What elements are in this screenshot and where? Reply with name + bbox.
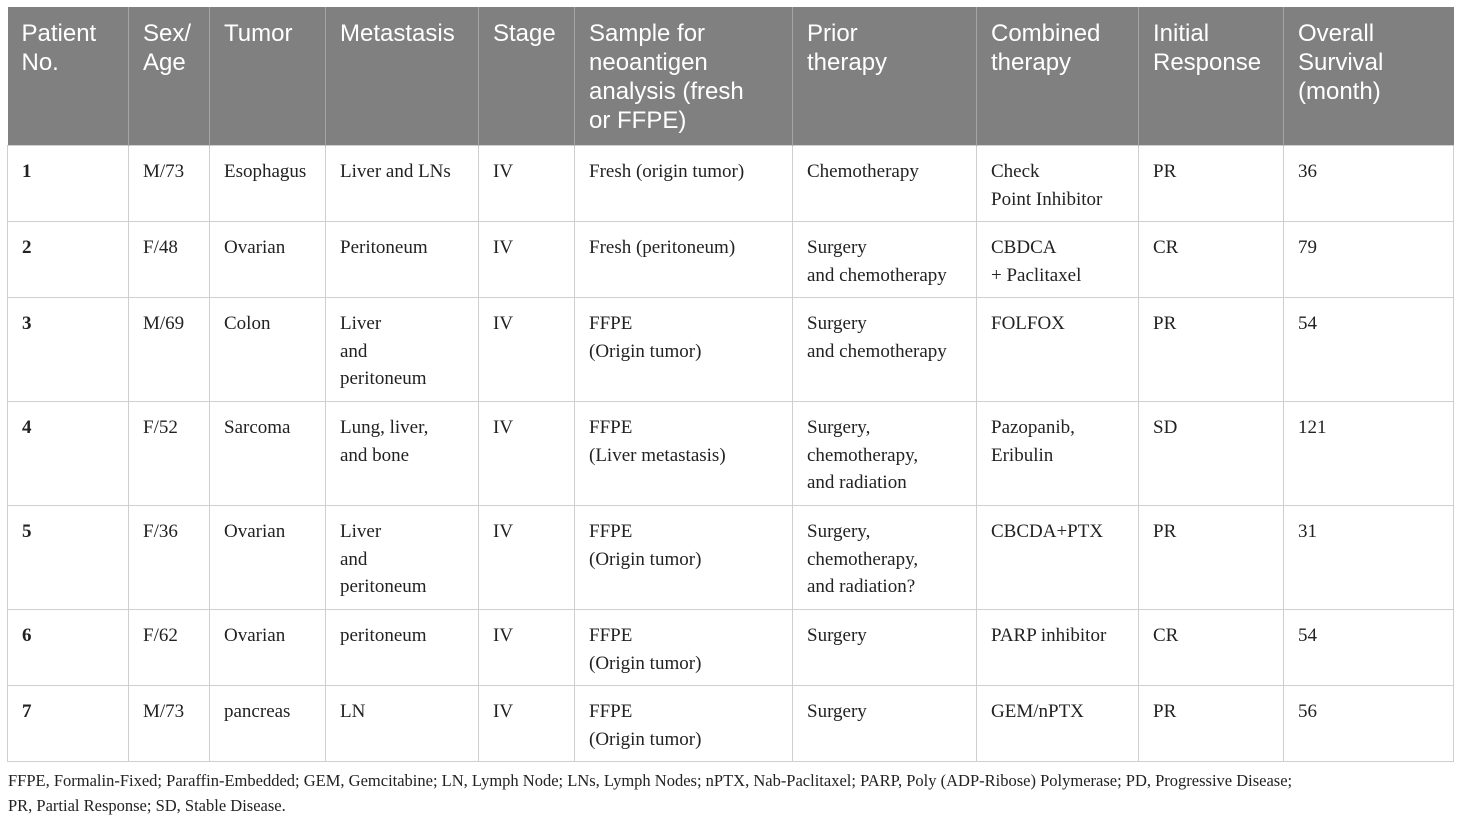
cell-initial-response [1139, 402, 1284, 506]
cell-metastasis-line: and [340, 548, 368, 570]
cell-combined-therapy-line: CBDCA [991, 237, 1057, 258]
cell-tumor [210, 222, 326, 298]
table-header [8, 7, 1454, 146]
cell-overall-survival-line: 31 [1298, 521, 1317, 542]
patient-characteristics-table [7, 7, 1454, 762]
cell-combined-therapy-line: Eribulin [991, 444, 1054, 466]
cell-tumor-line: Colon [224, 313, 271, 334]
table-row [8, 146, 1454, 222]
header-metastasis-line: Metastasis [340, 20, 455, 47]
cell-sample-line: FFPE [589, 521, 633, 542]
cell-overall-survival-line: 121 [1298, 417, 1327, 438]
cell-patient-no [8, 686, 129, 762]
cell-sex-age [129, 506, 210, 610]
footnote-line-2: PR, Partial Response; SD, Stable Disease. [8, 796, 286, 815]
cell-metastasis-line: peritoneum [340, 576, 427, 597]
cell-prior-therapy [793, 686, 977, 762]
cell-sex-age-line: F/62 [143, 625, 178, 646]
cell-overall-survival [1284, 146, 1454, 222]
cell-stage [479, 506, 575, 610]
cell-metastasis-line: Liver and LNs [340, 161, 451, 182]
header-initial-response [1139, 7, 1284, 146]
cell-combined-therapy-line: GEM/nPTX [991, 701, 1084, 722]
cell-metastasis-line: Liver [340, 521, 382, 542]
header-prior-therapy-line: therapy [807, 49, 888, 76]
cell-combined-therapy [977, 222, 1139, 298]
header-combined-therapy-line: Combined [991, 20, 1101, 47]
cell-prior-therapy-line: Chemotherapy [807, 161, 919, 182]
header-sample-line: Sample for [589, 20, 706, 47]
header-stage [479, 7, 575, 146]
header-patient-no-line: Patient [21, 20, 97, 47]
cell-prior-therapy-line: Surgery [807, 237, 867, 258]
cell-overall-survival-line: 79 [1298, 237, 1317, 258]
cell-combined-therapy-line: Check [991, 161, 1040, 182]
header-initial-response-line: Initial [1153, 20, 1210, 47]
cell-tumor [210, 506, 326, 610]
cell-overall-survival [1284, 506, 1454, 610]
cell-tumor [210, 146, 326, 222]
cell-metastasis-line: Lung, liver, [340, 417, 429, 438]
cell-sample [575, 686, 793, 762]
cell-stage [479, 222, 575, 298]
cell-overall-survival [1284, 402, 1454, 506]
cell-sex-age-line: M/73 [143, 701, 185, 722]
cell-metastasis [326, 402, 479, 506]
cell-stage-line: IV [493, 161, 514, 182]
header-overall-survival [1284, 7, 1454, 146]
cell-sample-line: Fresh (peritoneum) [589, 237, 736, 258]
cell-sex-age [129, 146, 210, 222]
cell-patient-no [8, 146, 129, 222]
header-patient-no-line: No. [21, 49, 59, 76]
cell-patient-no-line: 3 [22, 313, 32, 334]
header-sample-line: analysis (fresh [589, 78, 744, 105]
table-row [8, 610, 1454, 686]
cell-sex-age-line: F/52 [143, 417, 178, 438]
cell-metastasis-line: peritoneum [340, 368, 427, 389]
patient-table-container [7, 7, 1453, 762]
cell-tumor-line: Esophagus [224, 161, 307, 182]
cell-combined-therapy-line: Point Inhibitor [991, 188, 1103, 210]
cell-metastasis [326, 146, 479, 222]
cell-combined-therapy-line: FOLFOX [991, 313, 1065, 334]
cell-combined-therapy-line: Pazopanib, [991, 417, 1075, 438]
footnote-line-1: FFPE, Formalin-Fixed; Paraffin-Embedded; GEM, Gemcitabine; LN, Lymph Node; LNs, Lymph Nodes; nPTX, Nab-Paclitaxel; PARP, Poly (ADP-Ribose) Polymerase; PD, Progressive Disease; [8, 771, 1293, 790]
table-row [8, 402, 1454, 506]
cell-stage-line: IV [493, 313, 514, 334]
cell-initial-response-line: CR [1153, 625, 1179, 646]
cell-overall-survival [1284, 222, 1454, 298]
cell-combined-therapy [977, 298, 1139, 402]
cell-stage-line: IV [493, 237, 514, 258]
cell-overall-survival-line: 54 [1298, 313, 1317, 334]
cell-prior-therapy [793, 506, 977, 610]
cell-tumor-line: Ovarian [224, 237, 286, 258]
cell-sample-line: (Liver metastasis) [589, 444, 726, 466]
cell-patient-no [8, 222, 129, 298]
table-row [8, 298, 1454, 402]
cell-sex-age [129, 610, 210, 686]
cell-prior-therapy-line: Surgery [807, 625, 867, 646]
cell-sample [575, 610, 793, 686]
cell-metastasis [326, 610, 479, 686]
cell-metastasis-line: and bone [340, 444, 410, 466]
cell-sample [575, 506, 793, 610]
cell-metastasis-line: Peritoneum [340, 237, 428, 258]
cell-sample-line: FFPE [589, 313, 633, 334]
cell-sample-line: Fresh (origin tumor) [589, 161, 745, 182]
cell-sex-age [129, 686, 210, 762]
header-combined-therapy-line: therapy [991, 49, 1072, 76]
cell-patient-no-line: 4 [22, 417, 32, 438]
header-stage-line: Stage [493, 20, 556, 47]
header-overall-survival-line: Survival [1298, 49, 1384, 76]
cell-patient-no-line: 6 [22, 625, 32, 646]
cell-initial-response-line: SD [1153, 417, 1178, 438]
cell-overall-survival [1284, 610, 1454, 686]
cell-sample-line: FFPE [589, 625, 633, 646]
header-sex-age [129, 7, 210, 146]
cell-combined-therapy [977, 402, 1139, 506]
cell-combined-therapy [977, 610, 1139, 686]
cell-prior-therapy [793, 402, 977, 506]
cell-initial-response-line: PR [1153, 161, 1177, 182]
cell-initial-response-line: PR [1153, 313, 1177, 334]
cell-initial-response [1139, 298, 1284, 402]
header-combined-therapy [977, 7, 1139, 146]
cell-sex-age [129, 402, 210, 506]
cell-sex-age-line: F/48 [143, 237, 178, 258]
cell-prior-therapy [793, 298, 977, 402]
cell-patient-no-line: 5 [22, 521, 32, 542]
cell-tumor [210, 686, 326, 762]
cell-tumor-line: pancreas [224, 701, 291, 722]
cell-metastasis-line: and [340, 340, 368, 362]
cell-combined-therapy [977, 506, 1139, 610]
cell-sample-line: (Origin tumor) [589, 652, 702, 674]
cell-stage-line: IV [493, 417, 514, 438]
cell-initial-response [1139, 686, 1284, 762]
cell-prior-therapy-line: Surgery, [807, 417, 871, 438]
cell-prior-therapy-line: Surgery, [807, 521, 871, 542]
cell-prior-therapy [793, 610, 977, 686]
cell-tumor [210, 610, 326, 686]
cell-tumor-line: Ovarian [224, 521, 286, 542]
cell-stage [479, 402, 575, 506]
cell-overall-survival-line: 54 [1298, 625, 1317, 646]
table-row [8, 686, 1454, 762]
cell-prior-therapy-line: Surgery [807, 701, 867, 722]
cell-metastasis-line: peritoneum [340, 625, 427, 646]
cell-overall-survival [1284, 686, 1454, 762]
cell-sample [575, 146, 793, 222]
cell-overall-survival-line: 36 [1298, 161, 1317, 182]
header-sex-age-line: Sex/ [143, 20, 192, 47]
cell-tumor-line: Sarcoma [224, 417, 291, 438]
cell-sample-line: (Origin tumor) [589, 548, 702, 570]
header-initial-response-line: Response [1153, 49, 1262, 76]
cell-overall-survival [1284, 298, 1454, 402]
cell-sample-line: FFPE [589, 701, 633, 722]
cell-tumor-line: Ovarian [224, 625, 286, 646]
cell-sample [575, 298, 793, 402]
cell-sex-age-line: M/73 [143, 161, 185, 182]
header-patient-no [8, 7, 129, 146]
cell-patient-no [8, 506, 129, 610]
header-sample-line: neoantigen [589, 49, 708, 76]
cell-stage-line: IV [493, 521, 514, 542]
cell-initial-response [1139, 222, 1284, 298]
cell-sex-age [129, 298, 210, 402]
cell-sex-age [129, 222, 210, 298]
cell-metastasis [326, 222, 479, 298]
cell-tumor [210, 298, 326, 402]
cell-stage [479, 610, 575, 686]
cell-patient-no-line: 1 [22, 161, 32, 182]
cell-overall-survival-line: 56 [1298, 701, 1317, 722]
header-sample-line: or FFPE) [589, 107, 687, 134]
cell-combined-therapy [977, 146, 1139, 222]
cell-sample-line: (Origin tumor) [589, 340, 702, 362]
table-footnote [8, 768, 1454, 818]
cell-metastasis-line: Liver [340, 313, 382, 334]
cell-sample-line: (Origin tumor) [589, 728, 702, 750]
header-overall-survival-line: (month) [1298, 78, 1381, 105]
cell-patient-no-line: 7 [22, 701, 32, 722]
cell-sex-age-line: M/69 [143, 313, 185, 334]
header-sample [575, 7, 793, 146]
cell-prior-therapy-line: chemotherapy, [807, 444, 919, 466]
cell-prior-therapy-line: Surgery [807, 313, 867, 334]
table-body [8, 146, 1454, 762]
cell-metastasis [326, 298, 479, 402]
cell-tumor [210, 402, 326, 506]
cell-stage [479, 146, 575, 222]
cell-patient-no-line: 2 [22, 237, 32, 258]
cell-combined-therapy-line: + Paclitaxel [991, 264, 1082, 286]
cell-patient-no [8, 402, 129, 506]
header-tumor [210, 7, 326, 146]
header-row [8, 7, 1454, 146]
cell-combined-therapy-line: PARP inhibitor [991, 625, 1107, 646]
cell-stage [479, 686, 575, 762]
cell-initial-response-line: CR [1153, 237, 1179, 258]
header-tumor-line: Tumor [224, 20, 293, 47]
cell-sex-age-line: F/36 [143, 521, 178, 542]
cell-combined-therapy [977, 686, 1139, 762]
cell-sample [575, 402, 793, 506]
cell-prior-therapy-line: and radiation [807, 472, 907, 493]
cell-prior-therapy [793, 222, 977, 298]
table-row [8, 506, 1454, 610]
cell-stage-line: IV [493, 701, 514, 722]
cell-initial-response [1139, 146, 1284, 222]
cell-combined-therapy-line: CBCDA+PTX [991, 521, 1104, 542]
cell-metastasis-line: LN [340, 701, 366, 722]
cell-sample [575, 222, 793, 298]
table-row [8, 222, 1454, 298]
header-metastasis [326, 7, 479, 146]
cell-metastasis [326, 686, 479, 762]
cell-stage-line: IV [493, 625, 514, 646]
cell-prior-therapy-line: and chemotherapy [807, 264, 947, 286]
cell-prior-therapy [793, 146, 977, 222]
cell-prior-therapy-line: and radiation? [807, 576, 916, 597]
cell-initial-response [1139, 610, 1284, 686]
cell-prior-therapy-line: chemotherapy, [807, 548, 919, 570]
header-prior-therapy [793, 7, 977, 146]
header-prior-therapy-line: Prior [807, 20, 858, 47]
cell-initial-response-line: PR [1153, 701, 1177, 722]
cell-patient-no [8, 610, 129, 686]
cell-sample-line: FFPE [589, 417, 633, 438]
cell-metastasis [326, 506, 479, 610]
cell-initial-response [1139, 506, 1284, 610]
cell-patient-no [8, 298, 129, 402]
header-overall-survival-line: Overall [1298, 20, 1375, 47]
cell-initial-response-line: PR [1153, 521, 1177, 542]
header-sex-age-line: Age [143, 49, 186, 76]
cell-prior-therapy-line: and chemotherapy [807, 340, 947, 362]
cell-stage [479, 298, 575, 402]
